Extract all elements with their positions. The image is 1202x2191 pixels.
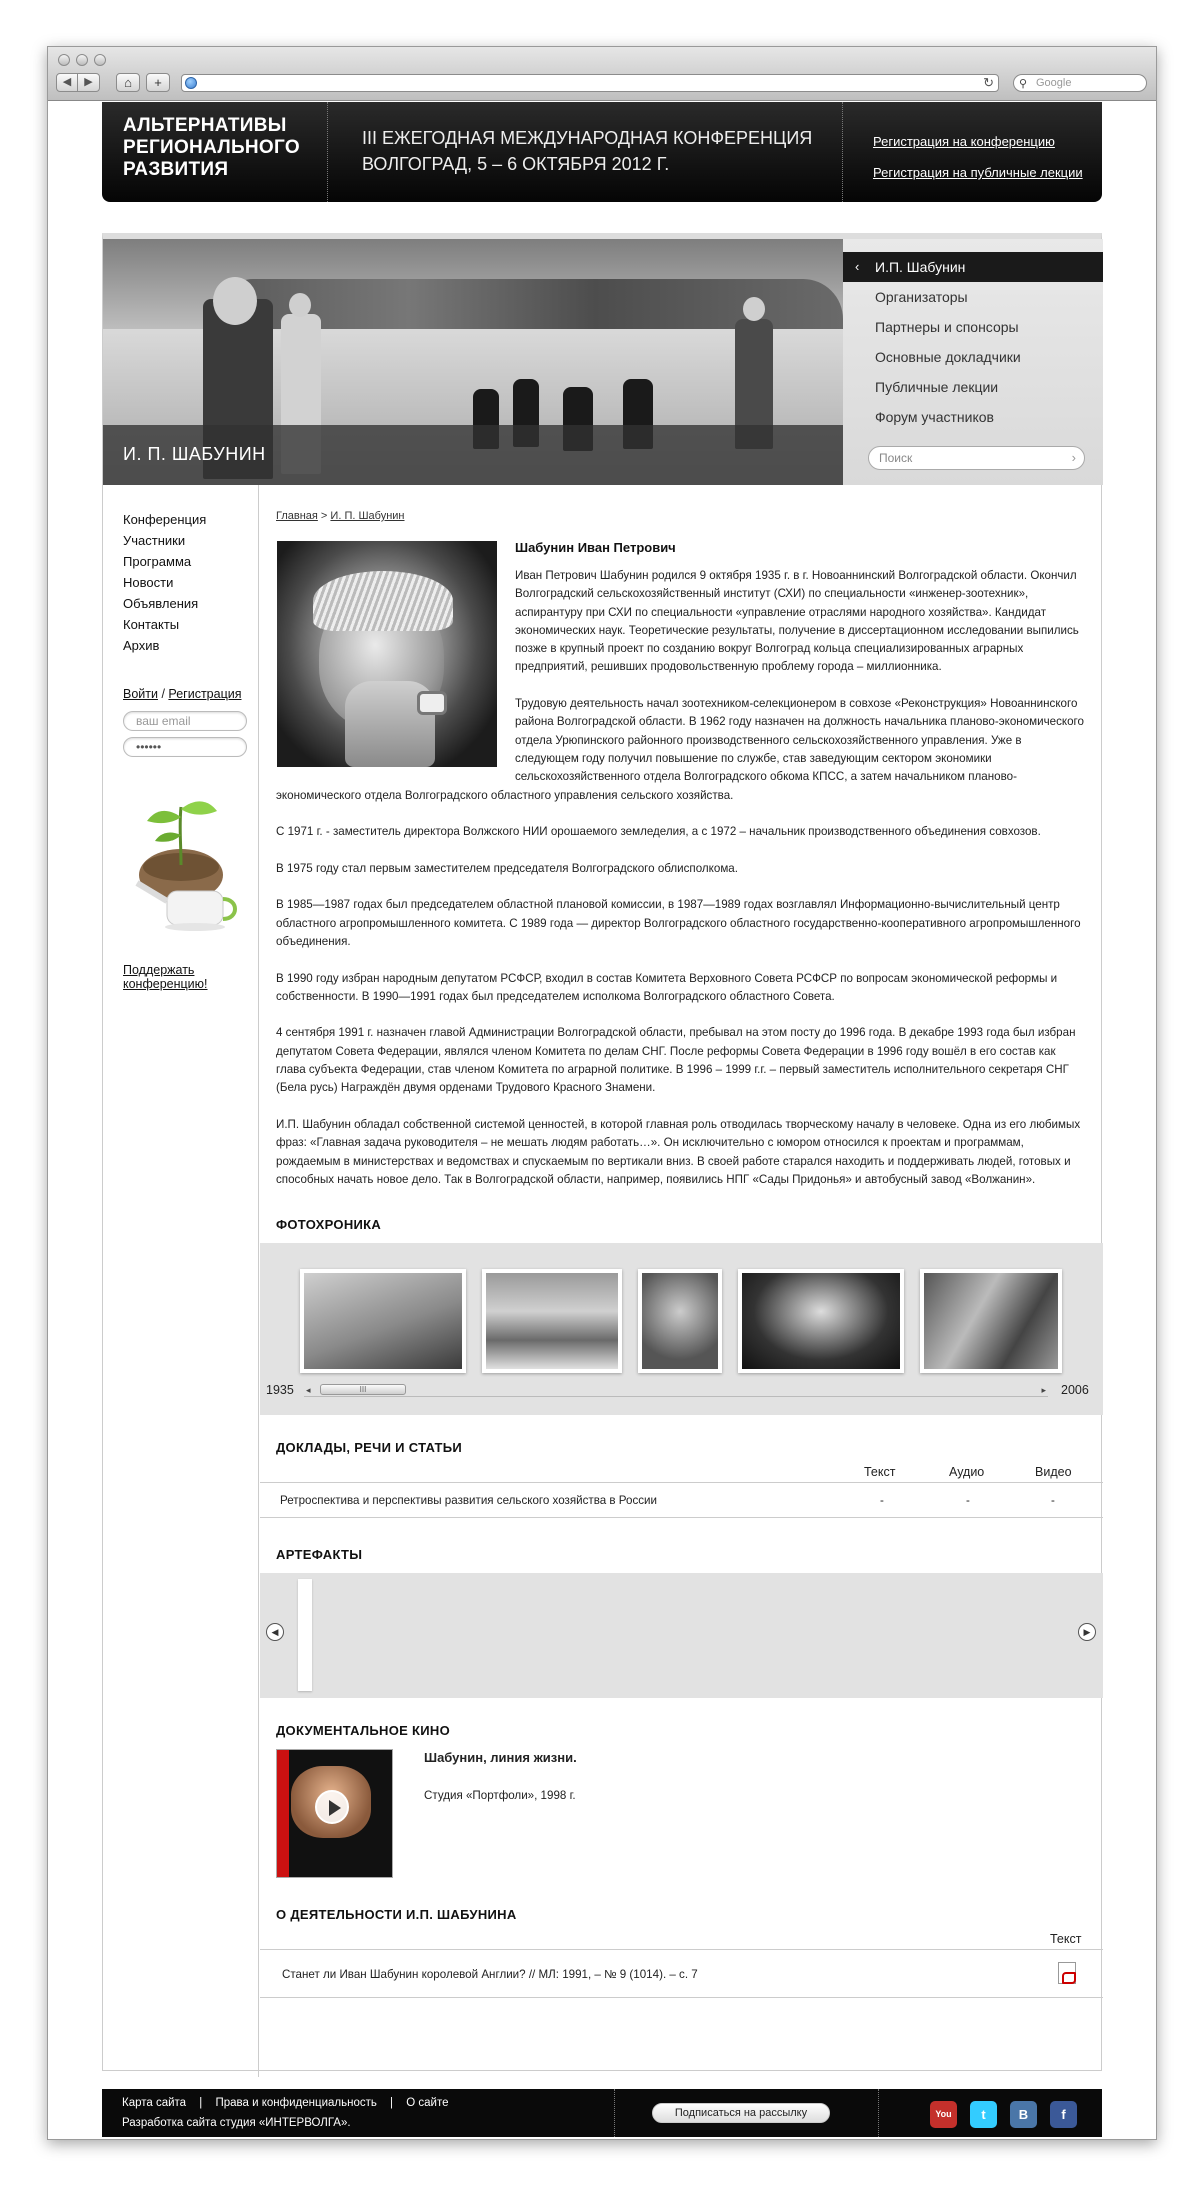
- section-menu-label: Публичные лекции: [875, 379, 999, 395]
- email-field[interactable]: [123, 711, 247, 731]
- logo-line-1: АЛЬТЕРНАТИВЫ: [123, 115, 287, 136]
- section-menu-item-speakers[interactable]: [843, 342, 1103, 372]
- report-video-cell: -: [1051, 1494, 1055, 1507]
- breadcrumb-home[interactable]: Главная: [276, 510, 318, 522]
- photochronicle-strip: [260, 1243, 1103, 1415]
- email-placeholder: ваш email: [136, 714, 191, 728]
- scroll-left-icon[interactable]: ◂: [306, 1385, 311, 1395]
- carousel-prev-icon[interactable]: ◀: [266, 1623, 284, 1641]
- column-text: Текст: [864, 1465, 896, 1479]
- breadcrumb-current[interactable]: И. П. Шабунин: [330, 510, 405, 522]
- photo-thumbnail[interactable]: [300, 1269, 466, 1373]
- globe-icon: [185, 77, 197, 89]
- support-line-2[interactable]: конференцию!: [123, 977, 208, 991]
- left-nav-program[interactable]: Программа: [123, 554, 192, 569]
- photo-thumbnail[interactable]: [920, 1269, 1062, 1373]
- bio-paragraph: В 1975 году стал первым заместителем председателя Волгоградского облисполкома.: [276, 861, 738, 875]
- main-content: [260, 485, 1103, 2077]
- banner-figure-head: [213, 277, 257, 325]
- site-header: [102, 102, 1102, 202]
- section-menu-item-shabunin[interactable]: [843, 252, 1103, 282]
- breadcrumb-separator: >: [317, 510, 331, 522]
- biography-text: [276, 567, 1084, 1207]
- support-line-1[interactable]: Поддержать: [123, 963, 195, 977]
- breadcrumb: [276, 510, 405, 522]
- footer-developer-credit[interactable]: Разработка сайта студия «ИНТЕРВОЛГА».: [122, 2117, 351, 2129]
- left-nav-contacts[interactable]: Контакты: [123, 617, 180, 632]
- twitter-icon[interactable]: t: [970, 2101, 997, 2128]
- film-heading: ДОКУМЕНТАЛЬНОЕ КИНО: [276, 1723, 451, 1738]
- footer-sitemap-link[interactable]: Карта сайта: [122, 2097, 187, 2109]
- film-red-stripe: [277, 1750, 289, 1878]
- person-name: Шабунин Иван Петрович: [515, 540, 676, 555]
- section-menu-label: Организаторы: [875, 289, 968, 305]
- back-button[interactable]: ◀: [56, 73, 78, 92]
- activity-heading: О ДЕЯТЕЛЬНОСТИ И.П. ШАБУНИНА: [276, 1907, 517, 1922]
- browser-search-placeholder: Google: [1036, 77, 1072, 89]
- activity-table-header: [260, 1930, 1103, 1950]
- reports-heading: ДОКЛАДЫ, РЕЧИ И СТАТЬИ: [276, 1440, 463, 1455]
- play-icon[interactable]: [315, 1790, 349, 1824]
- timeline-scrollbar[interactable]: [304, 1383, 1048, 1397]
- reports-table-header: [260, 1463, 1103, 1483]
- login-link[interactable]: Войти: [123, 687, 158, 701]
- password-field[interactable]: [123, 737, 247, 757]
- bio-paragraph: 4 сентября 1991 г. назначен главой Администрации Волгоградской области, пребывал на этом посту до 1996 года. В декабре 1993 года был избран депутатом Совета Федерации, являлся членом Комитета по делам СНГ. После реформы Совета Федерации в 1996 году вошёл в его состав как глава субъекта Федерации, став членом Комитета по аграрной политике. В 1996 – 1999 г.г. – первый заместитель исполнительного секретаря СНГ (Бела русь) Награждён двумя орденами Трудового Красного Знамени.: [276, 1026, 1076, 1095]
- banner-title-bar: [103, 425, 843, 485]
- banner-figure-head: [743, 297, 765, 321]
- timeline-scroll-handle[interactable]: III: [320, 1384, 406, 1395]
- bio-paragraph: И.П. Шабунин обладал собственной системой ценностей, в которой главная роль отводилась творческому началу в человеке. Одна из его любимых фраз: «Главная задача руководителя – не мешать людям работать…». Он исключительно с юмором относился к проектам и программам, рождаемым в министерствах и ведомствах и спускаемым по вертикали вниз. В своей работе старался находить и поддерживать людей, готовых и способных начать новое дело. Так в Волгоградской области, например, появились НПГ «Сады Придонья» и автобусный завод «Волжанин».: [276, 1117, 1081, 1186]
- site-footer: [102, 2089, 1102, 2137]
- left-nav-conference[interactable]: Конференция: [123, 512, 207, 527]
- site-logo[interactable]: [123, 115, 300, 181]
- footer-about-link[interactable]: О сайте: [406, 2097, 449, 2109]
- logo-line-2: РЕГИОНАЛЬНОГО: [123, 137, 300, 158]
- column-video: Видео: [1035, 1465, 1072, 1479]
- report-text-cell: -: [880, 1494, 884, 1507]
- left-sidebar: [103, 485, 259, 2077]
- subscribe-button[interactable]: Подписаться на рассылку: [652, 2103, 830, 2123]
- support-conference-link[interactable]: [123, 963, 208, 991]
- artifacts-heading: АРТЕФАКТЫ: [276, 1547, 363, 1562]
- footer-divider: [614, 2089, 615, 2137]
- portrait-float-spacer: [276, 567, 515, 779]
- password-mask: ••••••: [136, 740, 162, 754]
- left-nav-announcements[interactable]: Объявления: [123, 596, 199, 611]
- minimize-window-button[interactable]: [76, 54, 88, 66]
- footer-privacy-link[interactable]: Права и конфиденциальность: [215, 2097, 377, 2109]
- zoom-window-button[interactable]: [94, 54, 106, 66]
- login-links: [123, 687, 241, 701]
- banner-title: И. П. ШАБУНИН: [123, 444, 266, 464]
- browser-toolbar: [48, 47, 1156, 101]
- pdf-icon[interactable]: [1058, 1962, 1076, 1984]
- section-menu-item-organizers[interactable]: [843, 282, 1103, 312]
- window-controls: [58, 54, 106, 66]
- reload-icon[interactable]: ↻: [983, 75, 994, 90]
- photo-thumbnail[interactable]: [738, 1269, 904, 1373]
- photo-thumbnail[interactable]: [638, 1269, 722, 1373]
- banner-photo: [103, 239, 843, 485]
- conference-title: [362, 125, 812, 177]
- footer-divider: [878, 2089, 879, 2137]
- bio-paragraph: Иван Петрович Шабунин родился 9 октября 1935 г. в г. Новоаннинский Волгоградской области. Окончил Волгоградский сельскохозяйственный институт (СХИ) по специальности «инженер-зоотехник», аспирантуру при СХИ по специальности «управление отраслями народного хозяйства». Кандидат экономических наук. Теоретические результаты, получение в диссертационном исследовании выпились позже в крупный проект по созданию вокруг Волгоград кольца специализированных аграрных предприятий, решивших продовольственную проблему города – миллионника.: [515, 569, 1079, 674]
- photochronicle-heading: ФОТОХРОНИКА: [276, 1217, 382, 1232]
- history-buttons: [56, 73, 100, 92]
- timeline-start-year: 1935: [266, 1383, 294, 1397]
- header-links: [873, 126, 1083, 188]
- register-lectures-link[interactable]: Регистрация на публичные лекции: [873, 165, 1083, 180]
- film-studio: Студия «Портфоли», 1998 г.: [424, 1789, 576, 1802]
- close-window-button[interactable]: [58, 54, 70, 66]
- site-search-placeholder: Поиск: [879, 451, 913, 465]
- banner-figure-head: [289, 293, 311, 317]
- section-menu-label: Форум участников: [875, 409, 994, 425]
- film-title[interactable]: Шабунин, линия жизни.: [424, 1750, 577, 1765]
- section-menu-item-forum[interactable]: [843, 402, 1103, 432]
- vkontakte-icon[interactable]: B: [1010, 2101, 1037, 2128]
- browser-search-field[interactable]: [1013, 74, 1147, 92]
- table-row[interactable]: [260, 1952, 1103, 1998]
- activity-title-link[interactable]: Станет ли Иван Шабунин королевой Англии? // МЛ: 1991, – № 9 (1014). – с. 7: [282, 1968, 698, 1981]
- section-menu-label: И.П. Шабунин: [875, 259, 966, 275]
- browser-window: [47, 46, 1157, 2140]
- home-button[interactable]: ⌂: [116, 73, 140, 92]
- section-menu-item-lectures[interactable]: [843, 372, 1103, 402]
- left-nav-archive[interactable]: Архив: [123, 638, 160, 653]
- search-go-icon[interactable]: ›: [1071, 450, 1076, 465]
- artifact-card[interactable]: [298, 1579, 312, 1691]
- header-divider: [327, 102, 328, 202]
- bio-paragraph: В 1985—1987 годах был председателем областной плановой комиссии, в 1987—1989 годах возглавлял Информационно-вычислительный центр областного агропромышленного комитета. С 1989 года — директор Волгоградского областного государственно-кооперативного агропромышленного объединения.: [276, 898, 1081, 948]
- column-text: Текст: [1050, 1932, 1082, 1946]
- sprout-watering-can-image: [123, 787, 247, 937]
- register-link[interactable]: Регистрация: [168, 687, 242, 701]
- youtube-icon[interactable]: You: [930, 2101, 957, 2128]
- page-viewport: [48, 102, 1156, 2139]
- address-bar[interactable]: [181, 74, 999, 92]
- section-menu: [843, 239, 1103, 485]
- conference-title-line-1: III ЕЖЕГОДНАЯ МЕЖДУНАРОДНАЯ КОНФЕРЕНЦИЯ: [362, 128, 813, 148]
- report-audio-cell: -: [966, 1494, 970, 1507]
- add-bookmark-button[interactable]: +: [146, 73, 170, 92]
- carousel-next-icon[interactable]: ▶: [1078, 1623, 1096, 1641]
- chevron-left-icon: ‹: [855, 259, 860, 274]
- facebook-icon[interactable]: f: [1050, 2101, 1077, 2128]
- logo-line-3: РАЗВИТИЯ: [123, 159, 229, 180]
- footer-separator: |: [390, 2097, 394, 2109]
- artifacts-carousel: [260, 1573, 1103, 1698]
- report-title-link[interactable]: Ретроспектива и перспективы развития сельского хозяйства в России: [280, 1494, 658, 1507]
- login-separator: /: [157, 687, 169, 701]
- left-nav-participants[interactable]: Участники: [123, 533, 186, 548]
- header-divider: [842, 102, 843, 202]
- section-menu-item-partners[interactable]: [843, 312, 1103, 342]
- table-row[interactable]: [260, 1484, 1103, 1518]
- footer-links: [122, 2097, 449, 2109]
- film-thumbnail[interactable]: [276, 1749, 393, 1878]
- conference-title-line-2: ВОЛГОГРАД, 5 – 6 ОКТЯБРЯ 2012 Г.: [362, 154, 670, 174]
- scroll-right-icon[interactable]: ▸: [1041, 1385, 1046, 1395]
- column-audio: Аудио: [949, 1465, 985, 1479]
- timeline-end-year: 2006: [1061, 1383, 1089, 1397]
- site-search-input[interactable]: [868, 446, 1085, 470]
- section-menu-label: Основные докладчики: [875, 349, 1021, 365]
- photo-thumbnail[interactable]: [482, 1269, 622, 1373]
- bio-paragraph: В 1990 году избран народным депутатом РСФСР, входил в состав Комитета Верховного Совета РСФСР по вопросам экономической реформы и собственности. В 1990—1991 годах был председателем исполкома Волгоградского областного Совета.: [276, 971, 1058, 1003]
- content-frame: [102, 233, 1102, 2071]
- left-nav: [123, 509, 206, 656]
- forward-button[interactable]: ▶: [78, 73, 100, 92]
- bio-paragraph: С 1971 г. - заместитель директора Волжского НИИ орошаемого земледелия, а с 1972 – начальник производственного объединения совхозов.: [276, 825, 1041, 839]
- footer-separator: |: [199, 2097, 203, 2109]
- left-nav-news[interactable]: Новости: [123, 575, 174, 590]
- search-icon: ⚲: [1019, 78, 1028, 90]
- register-conference-link[interactable]: Регистрация на конференцию: [873, 134, 1055, 149]
- bio-paragraph: Трудовую деятельность начал зоотехником-селекционером в совхозе «Реконструкция» Новоаннинского района Волгоградской области. В 1962 году назначен на должность начальника планово-экономического отдела Урюпинского районного производственного сельскохозяйственного управления. Уже в следующем году получил повышение по службе, став заведующим сектором экономики сельскохозяйственного отдела Волгоградского обкома КПСС, а затем начальником планово-экономического отдела Волгоградского областного управления сельского хозяйства.: [276, 697, 1084, 802]
- section-menu-label: Партнеры и спонсоры: [875, 319, 1019, 335]
